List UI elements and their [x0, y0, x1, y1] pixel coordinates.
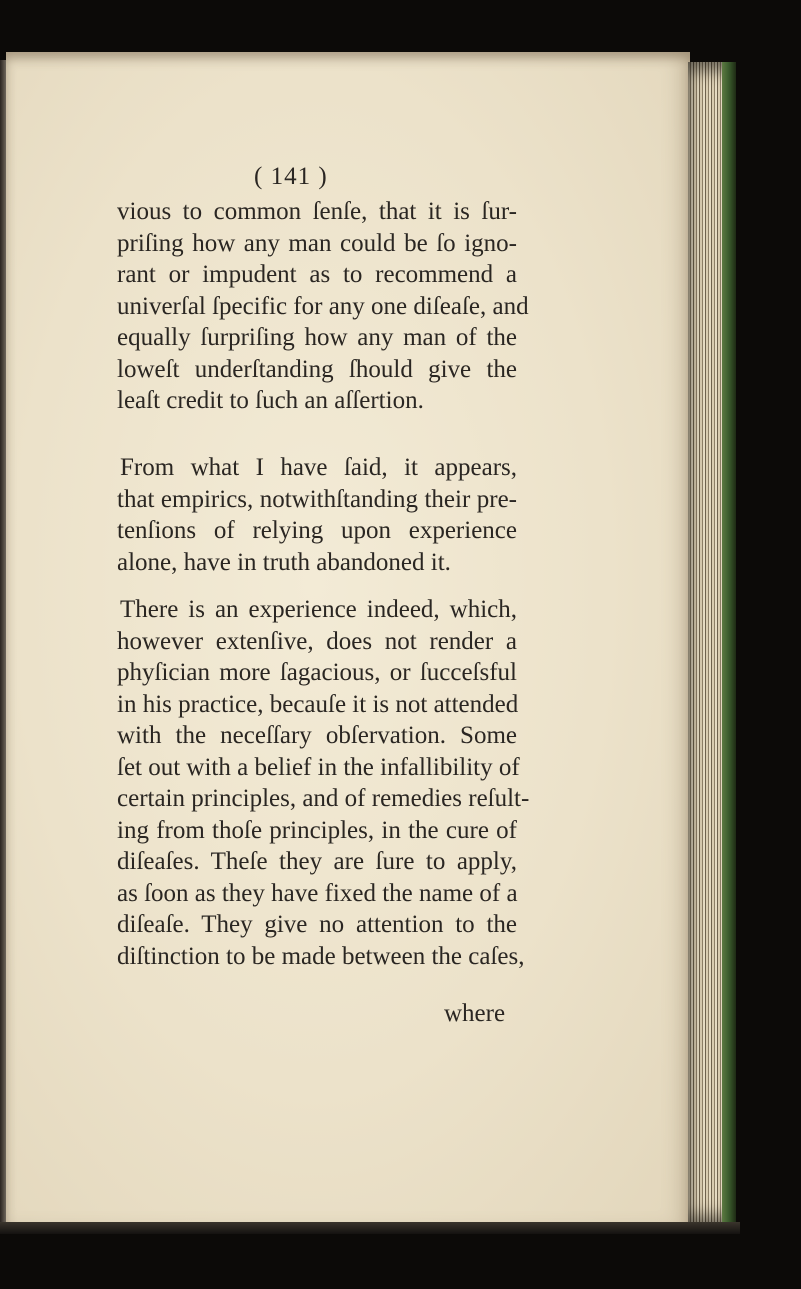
- text-line: univerſal ſpecific for any one diſeaſe, and: [117, 292, 529, 320]
- catchword: where: [444, 1000, 506, 1027]
- text-line: priſing how any man could be ſo igno-: [117, 229, 517, 257]
- text-line: with the neceſſary obſervation. Some: [117, 722, 517, 749]
- text-line: rant or impudent as to recommend a: [117, 261, 517, 288]
- page-number: ( 141 ): [254, 163, 328, 190]
- text-line: There is an experience indeed, which,: [120, 596, 517, 623]
- text-line: certain principles, and of remedies reſult-: [117, 785, 530, 812]
- text-line: that empirics, notwithſtanding their pre-: [117, 485, 517, 513]
- text-line: diſeaſes. Theſe they are ſure to apply,: [117, 848, 517, 875]
- text-line: as ſoon as they have fixed the name of a: [117, 879, 518, 907]
- text-line: ſet out with a belief in the infallibility of: [117, 753, 520, 781]
- page-edges: [688, 62, 736, 1224]
- text-line: diſtinction to be made between the caſes,: [117, 942, 525, 970]
- text-line: alone, have in truth abandoned it.: [117, 548, 451, 576]
- text-line: diſeaſe. They give no attention to the: [117, 911, 517, 938]
- text-line: vious to common ſenſe, that it is ſur-: [117, 198, 517, 225]
- text-line: however extenſive, does not render a: [117, 627, 517, 655]
- text-line: equally ſurpriſing how any man of the: [117, 324, 517, 351]
- book-bottom-edge: [0, 1222, 740, 1234]
- text-line: loweſt underſtanding ſhould give the: [117, 355, 517, 383]
- paragraph-3: [117, 594, 530, 972]
- text-line: phyſician more ſagacious, or ſucceſsful: [117, 659, 517, 686]
- paragraph-2: [117, 452, 517, 578]
- text-line: tenſions of relying upon experience: [117, 517, 517, 544]
- text-line: From what I have ſaid, it appears,: [120, 454, 517, 481]
- text-line: leaſt credit to ſuch an aſſertion.: [117, 387, 424, 414]
- text-line: in his practice, becauſe it is not attended: [117, 690, 519, 718]
- paragraph-1: [117, 196, 529, 417]
- text-line: ing from thoſe principles, in the cure of: [117, 816, 517, 844]
